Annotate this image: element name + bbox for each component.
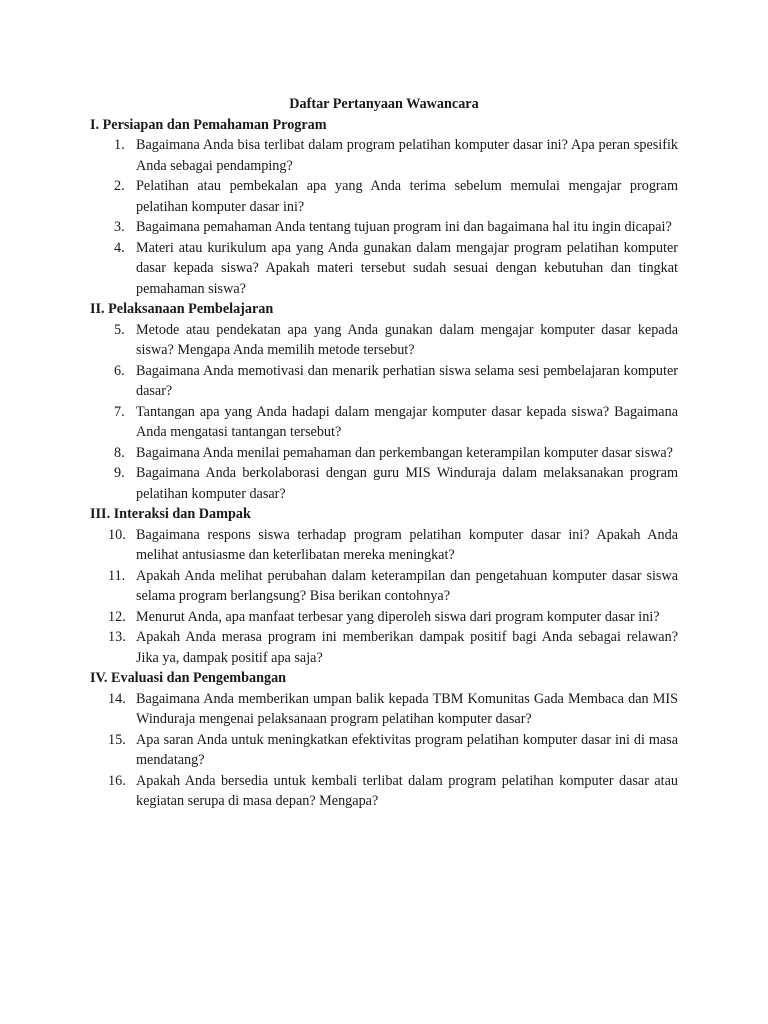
question-text: Tantangan apa yang Anda hadapi dalam mengajar komputer dasar kepada siswa? Bagaimana Anda mengatasi tantangan tersebut? xyxy=(136,403,678,440)
question-text: Apakah Anda merasa program ini memberikan dampak positif bagi Anda sebagai relawan? Jika ya, dampak positif apa saja? xyxy=(136,629,678,666)
question-number: 7. xyxy=(114,403,125,420)
section-heading-1: I. Persiapan dan Pemahaman Program xyxy=(90,116,327,133)
question-item xyxy=(90,217,678,238)
question-text: Bagaimana pemahaman Anda tentang tujuan program ini dan bagaimana hal itu ingin dicapai? xyxy=(136,219,672,235)
question-text: Materi atau kurikulum apa yang Anda gunakan dalam mengajar program pelatihan komputer dasar kepada siswa? Apakah materi tersebut sudah sesuai dengan kebutuhan dan tingkat pemahaman siswa? xyxy=(136,239,678,297)
question-number: 10. xyxy=(108,526,126,543)
question-item xyxy=(90,320,678,361)
question-number: 8. xyxy=(114,444,125,461)
question-item xyxy=(90,689,678,730)
section-heading-4: IV. Evaluasi dan Pengembangan xyxy=(90,670,287,686)
question-number: 11. xyxy=(108,567,126,584)
section-heading-3: III. Interaksi dan Dampak xyxy=(90,506,251,522)
question-item xyxy=(90,627,678,668)
question-number: 2. xyxy=(114,178,125,194)
question-text: Apakah Anda bersedia untuk kembali terlibat dalam program pelatihan komputer dasar atau kegiatan serupa di masa depan? Mengapa? xyxy=(136,772,678,809)
question-item xyxy=(90,566,678,607)
question-item xyxy=(90,730,678,771)
question-item xyxy=(90,176,678,217)
question-item xyxy=(90,463,678,504)
question-text: Apa saran Anda untuk meningkatkan efektivitas program pelatihan komputer dasar ini di masa mendatang? xyxy=(136,731,678,768)
question-text: Apakah Anda melihat perubahan dalam keterampilan dan pengetahuan komputer dasar siswa selama program berlangsung? Bisa berikan contohnya? xyxy=(136,567,678,604)
section-heading-2: II. Pelaksanaan Pembelajaran xyxy=(90,301,274,317)
question-number: 16. xyxy=(108,772,126,789)
question-item xyxy=(90,525,678,566)
question-number: 4. xyxy=(114,239,125,256)
question-number: 1. xyxy=(114,137,125,153)
question-text: Menurut Anda, apa manfaat terbesar yang diperoleh siswa dari program komputer dasar ini? xyxy=(136,608,660,625)
question-text: Pelatihan atau pembekalan apa yang Anda terima sebelum memulai mengajar program pelatihan komputer dasar ini? xyxy=(136,178,678,215)
question-item xyxy=(90,607,678,628)
question-list-4 xyxy=(90,689,678,812)
question-item xyxy=(90,402,678,443)
question-text: Bagaimana respons siswa terhadap program pelatihan komputer dasar ini? Apakah Anda melihat antusiasme dan keterlibatan mereka meningkat? xyxy=(136,526,678,563)
question-text: Bagaimana Anda memotivasi dan menarik perhatian siswa selama sesi pembelajaran komputer dasar? xyxy=(136,362,678,399)
question-number: 12. xyxy=(108,608,126,625)
question-text: Bagaimana Anda berkolaborasi dengan guru MIS Winduraja dalam melaksanakan program pelatihan komputer dasar? xyxy=(136,465,678,502)
question-item xyxy=(90,771,678,812)
question-text: Metode atau pendekatan apa yang Anda gunakan dalam mengajar komputer dasar kepada siswa? Mengapa Anda memilih metode tersebut? xyxy=(136,321,678,358)
question-item xyxy=(90,238,678,300)
document-title: Daftar Pertanyaan Wawancara xyxy=(289,96,479,112)
question-list-1 xyxy=(90,135,678,299)
question-list-3 xyxy=(90,525,678,669)
question-number: 14. xyxy=(108,690,126,707)
document-page xyxy=(90,94,678,812)
question-text: Bagaimana Anda memberikan umpan balik kepada TBM Komunitas Gada Membaca dan MIS Winduraja mengenai pelaksanaan program pelatihan komputer dasar? xyxy=(136,690,678,727)
question-item xyxy=(90,443,678,464)
question-number: 15. xyxy=(108,731,126,748)
question-number: 9. xyxy=(114,465,125,481)
question-item xyxy=(90,361,678,402)
question-text: Bagaimana Anda bisa terlibat dalam program pelatihan komputer dasar ini? Apa peran spesifik Anda sebagai pendamping? xyxy=(136,137,678,174)
question-number: 13. xyxy=(108,629,126,645)
question-text: Bagaimana Anda menilai pemahaman dan perkembangan keterampilan komputer dasar siswa? xyxy=(136,444,673,461)
question-number: 6. xyxy=(114,362,125,379)
question-item xyxy=(90,135,678,176)
question-number: 5. xyxy=(114,321,125,338)
question-number: 3. xyxy=(114,219,125,235)
question-list-2 xyxy=(90,320,678,505)
